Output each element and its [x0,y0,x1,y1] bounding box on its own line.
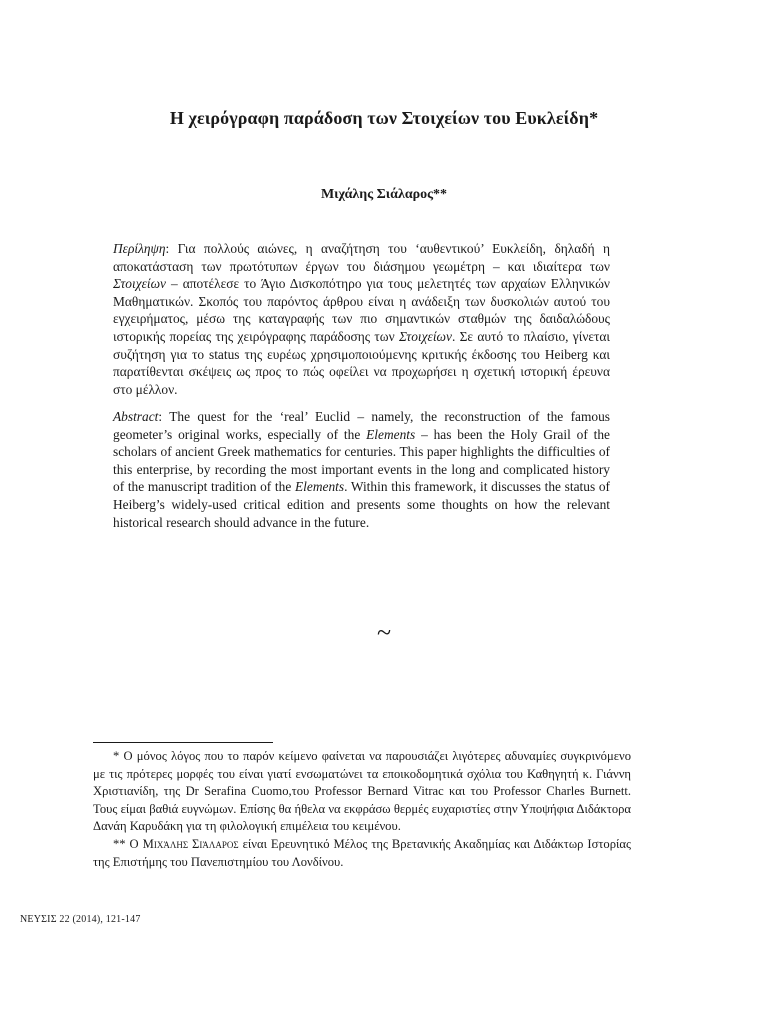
abstract-english [113,408,610,531]
abstract-greek [113,240,610,398]
footnote-2-prefix: ** Ο [113,836,143,851]
abstract-greek-elements-1: Στοιχείων [113,276,166,292]
journal-reference: ΝΕΥΣΙΣ 22 (2014), 121-147 [20,914,141,925]
author-name: Μιχάλης Σιάλαρος** [320,187,448,202]
abstract-english-elements-2: Elements [294,479,345,495]
footnotes [93,748,631,871]
footnote-separator-rule [93,742,273,743]
abstract-greek-text-3: . Σε αυτό το πλαίσιο, γίνεται συζήτηση για το status της ευρέως χρησιμοποιούμενης κριτικής έκδοσης του Heiberg και παρατίθενται σκέψεις ως προς το πώς οφείλει να προχωρήσει η σχετική ιστορική έρευνα στο μέλλον. [113,328,611,397]
abstract-english-text-3: . Within this framework, it discusses the status of Heiberg’s widely-used critical edition and presents some thoughts on how the relevant historical research should advance in the future. [113,479,611,530]
abstract-greek-label: Περίληψη [113,241,166,256]
abstract-greek-text-2: – αποτέλεσε το Άγιο Δισκοπότηρο για τους μελετητές των αρχαίων Ελληνικών Μαθηματικών. Σκοπός του παρόντος άρθρου είναι η ανάδειξη των δυσκολιών αυτού του εγχειρήματος, μέσω της καταγραφής των πιο σημαντικών σταθμών της δαιδαλώδους ιστορικής πορείας της χειρόγραφης παράδοσης των [113,276,610,344]
footnote-2-text: είναι Ερευνητικό Μέλος της Βρετανικής Ακαδημίας και Διδάκτωρ Ιστορίας της Επιστήμης του Πανεπιστημίου του Λονδίνου. [93,836,631,869]
footnote-2-author-name: Μιχάλης Σιάλαρος [142,836,239,851]
abstract-english-elements-1: Elements [366,426,416,442]
section-divider-ornament: ~ [376,618,392,647]
abstract-english-label: Abstract [113,409,159,424]
abstract-english-text-2: – has been the Holy Grail of the scholars of ancient Greek mathematics for centuries. This paper highlights the difficulties of this enterprise, by recording the most important events in the long and complicated history of the manuscript tradition of the [113,426,610,495]
abstract-greek-text-1: : Για πολλούς αιώνες, η αναζήτηση του ‘αυθεντικού’ Ευκλείδη, δηλαδή η αποκατάσταση των πρωτότυπων έργων του διάσημου γεωμέτρη – και ιδιαίτερα των [113,241,610,274]
abstract-english-text-1: : The quest for the ‘real’ Euclid – namely, the reconstruction of the famous geometer’s original works, especially of the [113,409,610,442]
abstract-greek-elements-2: Στοιχείων [398,328,452,344]
footnote-1: * Ο μόνος λόγος που το παρόν κείμενο φαίνεται να παρουσιάζει λιγότερες αδυναμίες συγκρινόμενο με τις πρότερες μορφές του είναι γιατί ενσωματώνει τα εποικοδομητικά σχόλια του Καθηγητή κ. Γιάννη Χριστιανίδη, της Dr Serafina Cuomo,του Professor Bernard Vitrac και του Professor Charles Burnett. Τους είμαι βαθιά ευγνώμων. Επίσης θα ήθελα να εκφράσω θερμές ευχαριστίες στην Υποψήφια Διδάκτορα Δανάη Καρυδάκη για τη φιλολογική επιμέλεια του κειμένου. [93,749,631,834]
paper-title: Η χειρόγραφη παράδοση των Στοιχείων του Ευκλείδη* [169,108,599,128]
footnote-2 [93,836,631,871]
